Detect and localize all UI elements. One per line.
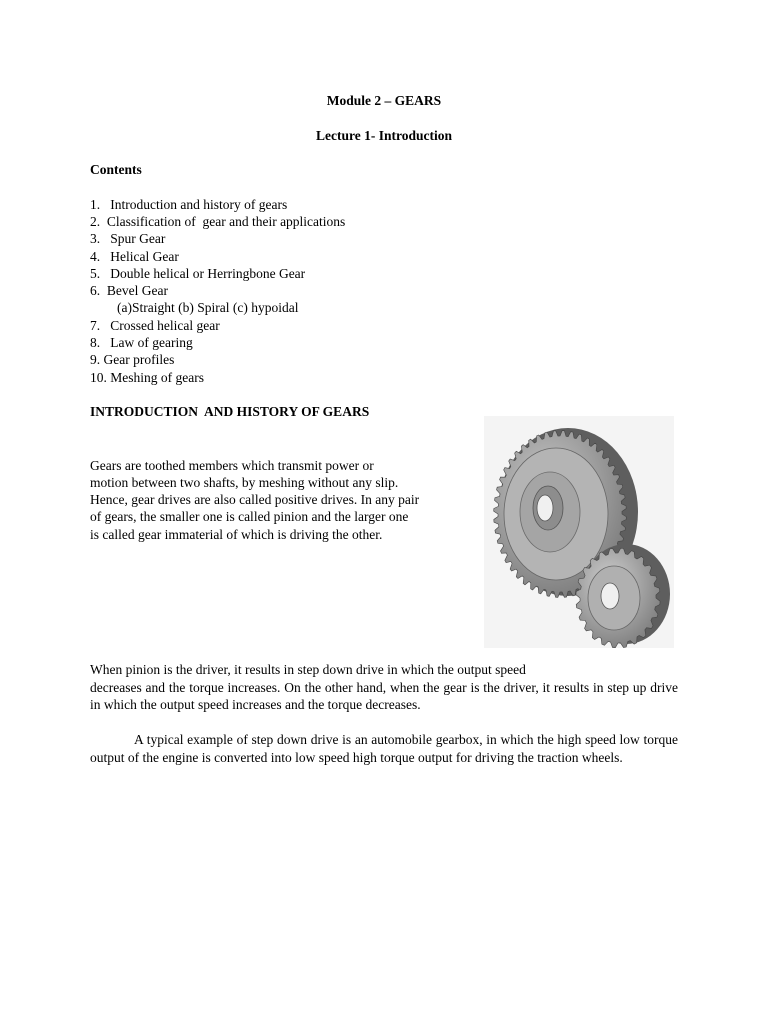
contents-subitem: (a)Straight (b) Spiral (c) hypoidal <box>90 300 299 315</box>
contents-item: 10. Meshing of gears <box>90 370 204 385</box>
intro-line: is called gear immaterial of which is driving the other. <box>90 527 383 542</box>
intro-line: motion between two shafts, by meshing without any slip. <box>90 475 399 490</box>
drive-paragraph-body: decreases and the torque increases. On the other hand, when the gear is the driver, it results in step up drive in which the output speed increases and the torque decreases. <box>90 679 678 712</box>
lecture-title: Lecture 1- Introduction <box>316 128 452 143</box>
section-heading: INTRODUCTION AND HISTORY OF GEARS <box>90 404 370 419</box>
contents-item: 2. Classification of gear and their applications <box>90 214 346 229</box>
contents-item: 9. Gear profiles <box>90 352 175 367</box>
contents-item: 3. Spur Gear <box>90 231 166 246</box>
drive-paragraph <box>90 661 678 714</box>
contents-item: 8. Law of gearing <box>90 335 193 350</box>
module-title: Module 2 – GEARS <box>326 93 442 108</box>
contents-item: 7. Crossed helical gear <box>90 318 220 333</box>
drive-paragraph-first-line: When pinion is the driver, it results in step down drive in which the output speed <box>90 662 526 677</box>
intro-line: of gears, the smaller one is called pinion and the larger one <box>90 509 409 524</box>
contents-item: 4. Helical Gear <box>90 249 179 264</box>
contents-item: 5. Double helical or Herringbone Gear <box>90 266 306 281</box>
contents-item: 6. Bevel Gear <box>90 283 168 298</box>
intro-line: Hence, gear drives are also called positive drives. In any pair <box>90 492 420 507</box>
spur-gear-pair-icon <box>484 416 674 648</box>
contents-heading: Contents <box>90 162 142 177</box>
intro-line: Gears are toothed members which transmit power or <box>90 458 374 473</box>
example-paragraph: A typical example of step down drive is an automobile gearbox, in which the high speed low torque output of the engine is converted into low speed high torque output for driving the traction wheels. <box>90 732 678 765</box>
contents-item: 1. Introduction and history of gears <box>90 197 288 212</box>
